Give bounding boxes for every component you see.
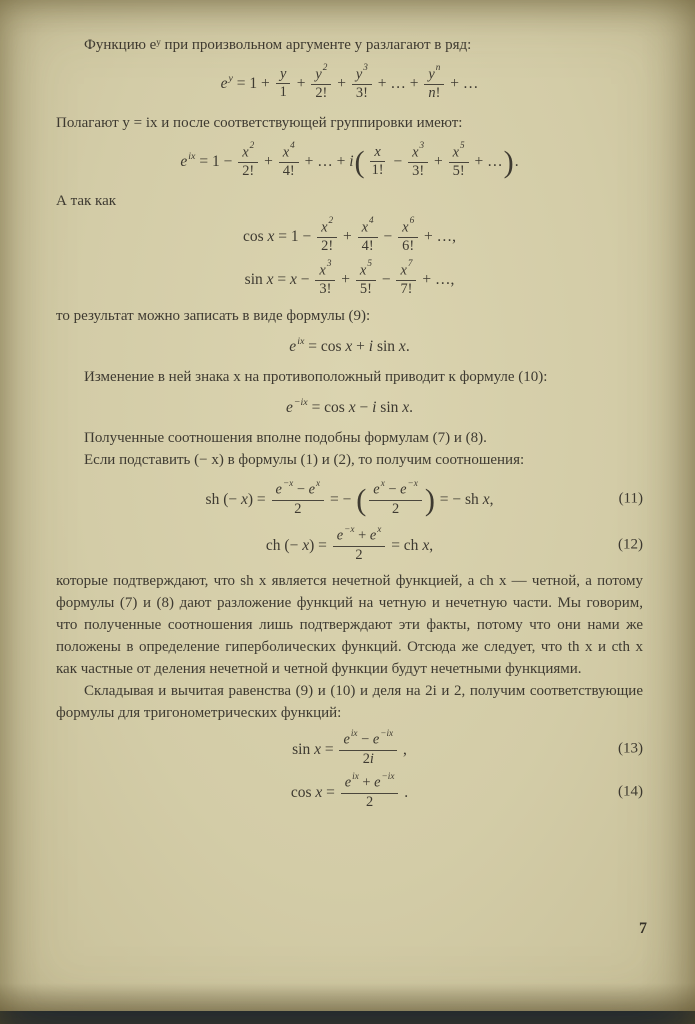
formula-cos-series: cos x = 1 − $\frac{x^2}{2!}$ + $\frac{x^4}{4!}$ − $\frac{x^6}{6!}$ + …,	[242, 215, 457, 255]
formula-sin-exponential: sin x = $\frac{e^{ix} - e^{-ix}}{2i}$ ,	[292, 727, 407, 767]
formula-ch-even: ch (− x ) = $\frac{e^{-x} + e^x}{2}$ = ch x ,	[265, 523, 434, 563]
equation-cos-series	[56, 215, 643, 255]
equation-number-11: (11)	[618, 491, 643, 507]
formula-euler: e ix = cos x + i sin x .	[289, 335, 410, 355]
equation-cos-exponential	[56, 770, 643, 810]
paragraph-exp-series-intro: Функцию eʸ при произвольном аргументе y разлагают в ряд:	[84, 37, 472, 53]
paragraph-similar-formulas: Полученные соотношения вполне подобны формулам (7) и (8).	[84, 430, 487, 447]
paragraph-sign-change: Изменение в ней знака x на противоположный приводит к формуле (10):	[84, 368, 548, 385]
equation-sin-exponential	[56, 727, 643, 767]
formula-eix-series: e ix = 1 − $\frac{x^2}{2!}$ + $\frac{x^4}{4!}$ + … + i ( $\frac{x}{1!}$ − $\frac{x^3}{3!}$ + $\frac{x^5}{5!}$ + … ) .	[180, 140, 519, 180]
formula-cos-exponential: cos x = $\frac{e^{ix} + e^{-ix}}{2}$ .	[290, 770, 409, 810]
equation-number-14: (14)	[618, 783, 643, 800]
paragraph-since: А так как	[56, 192, 117, 209]
equation-euler	[56, 337, 643, 356]
equation-euler-negative	[56, 398, 643, 417]
equation-number-12: (12)	[618, 536, 643, 553]
formula-sin-series: sin x = x − $\frac{x^3}{3!}$ + $\frac{x^5}{5!}$ − $\frac{x^7}{7!}$ + …,	[244, 257, 455, 297]
paragraph-add-subtract: Складывая и вычитая равенства (9) и (10) и деля на 2i и 2, получим соответствующие формулы для тригонометрических функций:	[56, 683, 643, 722]
equation-number-13: (13)	[618, 741, 643, 758]
formula-exp-series: e y = 1 + $\frac{y}{1}$ + $\frac{y^2}{2!}$ + $\frac{y^3}{3!}$ + … + $\frac{y^n}{n!}$ + …	[220, 62, 479, 102]
paragraph-odd-even-discussion: которые подтверждают, что sh x является нечетной функцией, а ch x — четной, а потому формулы (7) и (8) дают разложение функций на четную и нечетную части. Мы говорим, что полученные соотношения лишь подтверждают эти факты, потому что они нами же положены в определение гиперболических функций. Отсюда же следует, что th x и cth x как частные от деления нечетной и четной функции будут нечетными функциями.	[56, 573, 643, 678]
page-bottom-edge	[0, 1011, 695, 1024]
paragraph-substitute-ix: Полагают y = ix и после соответствующей группировки имеют:	[56, 114, 463, 131]
equation-exp-series	[56, 62, 643, 102]
equation-sin-series	[56, 257, 643, 298]
equation-eix-series	[56, 140, 643, 180]
formula-sh-odd: sh (− x ) = $\frac{e^{-x} - e^x}{2}$ = − ( $\frac{e^x - e^{-x}}{2}$ ) = − sh x ,	[205, 477, 494, 517]
formula-euler-negative: e −ix = cos x − i sin x .	[285, 397, 414, 416]
equation-ch-even	[56, 523, 643, 563]
paragraph-result-formula9: то результат можно записать в виде формулы (9):	[56, 307, 371, 324]
page-bottom-shadow	[0, 983, 695, 1011]
paragraph-substitute-negx: Если подставить (− x) в формулы (1) и (2), то получим соотношения:	[84, 452, 525, 469]
page-number: 7	[639, 920, 647, 937]
equation-sh-odd	[56, 477, 643, 517]
